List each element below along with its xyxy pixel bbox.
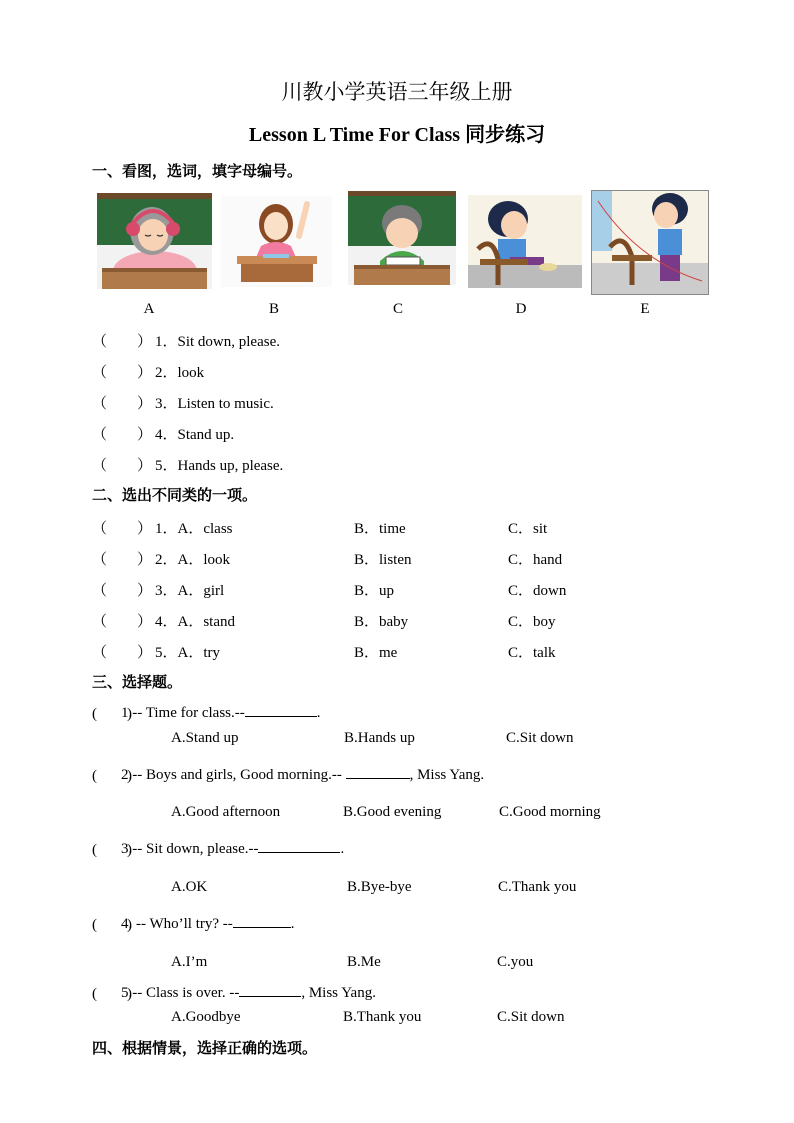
boy-standing-up-picture [591,190,709,295]
option-b: B．baby [354,614,409,630]
option-c: C.Good morning [499,804,601,820]
option-a: 5．A．try [155,645,220,661]
answer-blank[interactable]: ( ) [92,842,132,858]
boy-sitting-down-picture [468,195,582,288]
option-b: B.Good evening [343,804,442,820]
answer-blank[interactable]: ( ) [92,917,132,933]
option-b: B．me [354,645,398,661]
question-text: 2.-- Boys and girls, Good morning.-- , Miss Yang. [121,764,484,784]
option-c: C．sit [508,521,548,537]
option-a: 1．A．class [155,521,233,537]
option-b: B.Me [347,954,381,970]
page-title: 川教小学英语三年级上册 [281,80,513,104]
answer-blank[interactable]: ( ) [92,768,132,784]
option-b: B．time [354,521,406,537]
answer-blank[interactable]: （ ） [92,458,153,474]
girl-raising-hand-picture [221,196,332,287]
option-b: B.Thank you [343,1009,422,1025]
picture-label-e: E [640,301,650,317]
answer-blank[interactable]: （ ） [92,427,153,443]
answer-blank[interactable]: ( ) [92,706,132,722]
question-text: 3．Listen to music. [155,396,274,412]
answer-blank[interactable]: （ ） [92,365,153,381]
picture-label-c: C [392,301,403,317]
section-3-heading: 三、选择题。 [92,673,183,691]
page-subtitle: Lesson L Time For Class 同步练习 [248,124,546,146]
option-b: B．up [354,583,395,599]
boy-looking-at-book-picture [348,191,456,285]
option-c: C.Sit down [497,1009,565,1025]
option-c: C．boy [508,614,556,630]
question-text: 2．look [155,365,205,381]
question-text: 5.-- Class is over. -- , Miss Yang. [121,982,376,1002]
section-1-heading: 一、看图，选词，填字母编号。 [92,162,303,180]
fill-blank[interactable] [233,913,291,928]
option-c: C.you [497,954,534,970]
picture-label-a: A [143,301,155,317]
option-c: C．hand [508,552,563,568]
question-text: 3.-- Sit down, please.-- . [121,838,344,858]
option-a: A.Good afternoon [171,804,281,820]
fill-blank[interactable] [258,838,340,853]
girl-with-headphones-picture [97,193,212,289]
option-a: 3．A．girl [155,583,225,599]
section-2-heading: 二、选出不同类的一项。 [92,486,258,504]
fill-blank[interactable] [346,764,410,779]
option-b: B.Hands up [344,730,415,746]
option-b: B.Bye-bye [347,879,412,895]
question-text: 1.-- Time for class.-- . [121,702,321,722]
option-a: 4．A．stand [155,614,235,630]
option-a: A.Goodbye [171,1009,241,1025]
question-text: 5．Hands up, please. [155,458,284,474]
answer-blank[interactable]: （ ） [92,645,153,661]
option-b: B．listen [354,552,412,568]
option-c: C．down [508,583,567,599]
answer-blank[interactable]: （ ） [92,334,153,350]
option-c: C.Thank you [498,879,577,895]
answer-blank[interactable]: （ ） [92,614,153,630]
option-a: A.OK [171,879,208,895]
answer-blank[interactable]: （ ） [92,396,153,412]
question-text: 4．Stand up. [155,427,235,443]
answer-blank[interactable]: （ ） [92,552,153,568]
question-text: 4. -- Who’ll try? -- . [121,913,295,933]
picture-label-d: D [515,301,527,317]
fill-blank[interactable] [245,702,317,717]
picture-label-b: B [268,301,279,317]
option-c: C．talk [508,645,556,661]
section-4-heading: 四、根据情景，选择正确的选项。 [92,1039,318,1057]
option-c: C.Sit down [506,730,574,746]
option-a: A.I’m [171,954,208,970]
option-a: A.Stand up [171,730,239,746]
fill-blank[interactable] [239,982,301,997]
answer-blank[interactable]: （ ） [92,521,153,537]
answer-blank[interactable]: （ ） [92,583,153,599]
answer-blank[interactable]: ( ) [92,986,132,1002]
option-a: 2．A．look [155,552,231,568]
question-text: 1．Sit down, please. [155,334,280,350]
